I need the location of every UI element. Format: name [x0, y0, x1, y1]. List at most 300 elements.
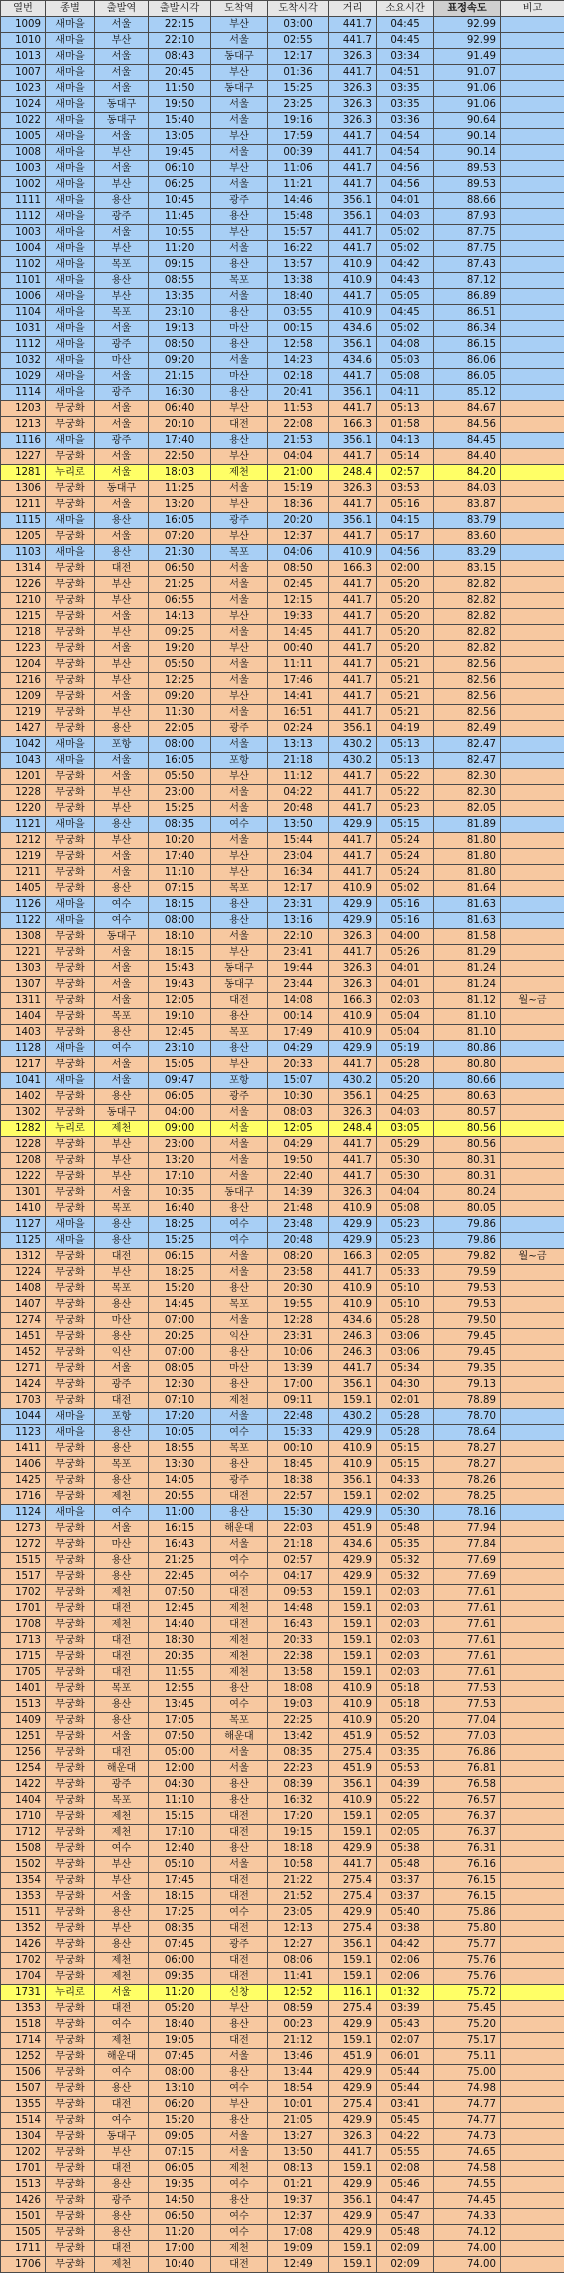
table-row[interactable] — [1, 1777, 564, 1793]
table-row[interactable] — [1, 513, 564, 529]
table-row[interactable] — [1, 1665, 564, 1681]
cell-departure-station: 서울 — [95, 161, 149, 177]
cell-duration: 05:21 — [377, 705, 434, 721]
table-row[interactable] — [1, 273, 564, 289]
table-row[interactable] — [1, 1873, 564, 1889]
table-row[interactable] — [1, 305, 564, 321]
table-row[interactable] — [1, 2145, 564, 2161]
cell-arrival-station: 서울 — [211, 593, 268, 609]
cell-departure-station: 서울 — [95, 81, 149, 97]
cell-departure-station: 서울 — [95, 849, 149, 865]
cell-remarks — [501, 2145, 564, 2161]
cell-distance: 441.7 — [329, 1137, 377, 1153]
cell-distance: 410.9 — [329, 1697, 377, 1713]
cell-arrival-station: 서울 — [211, 241, 268, 257]
table-row[interactable] — [1, 545, 564, 561]
cell-train-no: 1008 — [1, 145, 46, 161]
table-row[interactable] — [1, 81, 564, 97]
cell-departure-station: 대전 — [95, 561, 149, 577]
table-row[interactable] — [1, 1009, 564, 1025]
cell-departure-time: 12:40 — [149, 1841, 211, 1857]
cell-train-no: 1211 — [1, 865, 46, 881]
cell-average-speed: 85.12 — [434, 385, 501, 401]
table-row[interactable] — [1, 1217, 564, 1233]
cell-train-no: 1410 — [1, 1201, 46, 1217]
table-row[interactable] — [1, 993, 564, 1009]
cell-arrival-station: 서울 — [211, 1121, 268, 1137]
cell-departure-time: 11:20 — [149, 1985, 211, 2001]
cell-departure-time: 17:25 — [149, 1905, 211, 1921]
table-row[interactable] — [1, 577, 564, 593]
cell-average-speed: 84.45 — [434, 433, 501, 449]
table-row[interactable] — [1, 705, 564, 721]
cell-class: 새마을 — [46, 1073, 95, 1089]
table-row[interactable] — [1, 2033, 564, 2049]
cell-train-no: 1352 — [1, 1921, 46, 1937]
cell-remarks — [501, 321, 564, 337]
table-row[interactable] — [1, 1265, 564, 1281]
cell-average-speed: 74.77 — [434, 2113, 501, 2129]
cell-distance: 429.9 — [329, 2017, 377, 2033]
table-row[interactable] — [1, 1249, 564, 1265]
table-row[interactable] — [1, 2065, 564, 2081]
table-row[interactable] — [1, 2241, 564, 2257]
table-row[interactable] — [1, 977, 564, 993]
cell-arrival-time: 10:30 — [268, 1089, 329, 1105]
table-row[interactable] — [1, 337, 564, 353]
cell-distance: 441.7 — [329, 369, 377, 385]
cell-class: 무궁화 — [46, 1249, 95, 1265]
cell-arrival-station: 대전 — [211, 1921, 268, 1937]
table-row[interactable] — [1, 2209, 564, 2225]
table-row[interactable] — [1, 1921, 564, 1937]
table-row[interactable] — [1, 2257, 564, 2273]
col-header-distance[interactable]: 거리 — [329, 1, 377, 17]
cell-departure-station: 용산 — [95, 2225, 149, 2241]
cell-departure-time: 09:05 — [149, 2129, 211, 2145]
cell-distance: 159.1 — [329, 1489, 377, 1505]
table-row[interactable] — [1, 1457, 564, 1473]
cell-train-no: 1003 — [1, 161, 46, 177]
table-row[interactable] — [1, 1841, 564, 1857]
table-row[interactable] — [1, 17, 564, 33]
cell-class: 무궁화 — [46, 865, 95, 881]
table-row[interactable] — [1, 241, 564, 257]
table-row[interactable] — [1, 1185, 564, 1201]
col-header-arrival-station[interactable]: 도착역 — [211, 1, 268, 17]
table-row[interactable] — [1, 929, 564, 945]
cell-class: 무궁화 — [46, 2017, 95, 2033]
cell-average-speed: 83.15 — [434, 561, 501, 577]
table-row[interactable] — [1, 1761, 564, 1777]
cell-distance: 159.1 — [329, 1969, 377, 1985]
cell-arrival-time: 20:30 — [268, 1281, 329, 1297]
table-row[interactable] — [1, 193, 564, 209]
table-row[interactable] — [1, 865, 564, 881]
cell-train-no: 1505 — [1, 2225, 46, 2241]
table-row[interactable] — [1, 1393, 564, 1409]
cell-departure-station: 여수 — [95, 2113, 149, 2129]
table-row[interactable] — [1, 849, 564, 865]
cell-departure-station: 서울 — [95, 17, 149, 33]
cell-duration: 04:42 — [377, 1937, 434, 1953]
table-row[interactable] — [1, 641, 564, 657]
cell-departure-time: 13:05 — [149, 129, 211, 145]
cell-arrival-station: 광주 — [211, 193, 268, 209]
cell-duration: 04:04 — [377, 1185, 434, 1201]
table-row[interactable] — [1, 209, 564, 225]
cell-distance: 356.1 — [329, 433, 377, 449]
table-row[interactable] — [1, 1825, 564, 1841]
table-row[interactable] — [1, 1233, 564, 1249]
table-row[interactable] — [1, 321, 564, 337]
col-header-departure-time[interactable]: 출발시각 — [149, 1, 211, 17]
cell-departure-time: 21:25 — [149, 577, 211, 593]
table-row[interactable] — [1, 129, 564, 145]
cell-train-no: 1007 — [1, 65, 46, 81]
cell-departure-station: 부산 — [95, 1921, 149, 1937]
cell-duration: 04:45 — [377, 305, 434, 321]
cell-duration: 03:35 — [377, 81, 434, 97]
table-row[interactable] — [1, 1793, 564, 1809]
cell-train-no: 1702 — [1, 1953, 46, 1969]
table-row[interactable] — [1, 2113, 564, 2129]
cell-duration: 05:28 — [377, 1313, 434, 1329]
table-row[interactable] — [1, 2129, 564, 2145]
cell-departure-time: 15:15 — [149, 1809, 211, 1825]
cell-departure-station: 용산 — [95, 881, 149, 897]
table-row[interactable] — [1, 97, 564, 113]
cell-class: 무궁화 — [46, 673, 95, 689]
cell-remarks — [501, 1729, 564, 1745]
cell-arrival-station: 대전 — [211, 2257, 268, 2273]
col-header-remarks[interactable]: 비고 — [501, 1, 564, 17]
cell-class: 무궁화 — [46, 2049, 95, 2065]
table-row[interactable] — [1, 417, 564, 433]
cell-departure-station: 제천 — [95, 1953, 149, 1969]
cell-departure-station: 서울 — [95, 401, 149, 417]
table-row[interactable] — [1, 737, 564, 753]
cell-distance: 430.2 — [329, 753, 377, 769]
cell-class: 무궁화 — [46, 1633, 95, 1649]
cell-departure-station: 광주 — [95, 337, 149, 353]
col-header-train-no[interactable]: 열번 — [1, 1, 46, 17]
table-row[interactable] — [1, 1361, 564, 1377]
table-row[interactable] — [1, 913, 564, 929]
table-row[interactable] — [1, 2001, 564, 2017]
table-row[interactable] — [1, 257, 564, 273]
cell-arrival-time: 13:57 — [268, 257, 329, 273]
cell-arrival-time: 14:45 — [268, 625, 329, 641]
cell-distance: 429.9 — [329, 1553, 377, 1569]
table-row[interactable] — [1, 1633, 564, 1649]
cell-departure-station: 서울 — [95, 49, 149, 65]
table-row[interactable] — [1, 433, 564, 449]
cell-distance: 275.4 — [329, 2097, 377, 2113]
table-row[interactable] — [1, 2177, 564, 2193]
table-row[interactable] — [1, 1057, 564, 1073]
cell-distance: 326.3 — [329, 113, 377, 129]
table-row[interactable] — [1, 945, 564, 961]
table-row[interactable] — [1, 1281, 564, 1297]
col-header-average-speed[interactable]: 표정속도 — [434, 1, 501, 17]
cell-distance: 356.1 — [329, 385, 377, 401]
cell-arrival-station: 서울 — [211, 2049, 268, 2065]
col-header-duration[interactable]: 소요시간 — [377, 1, 434, 17]
table-row[interactable] — [1, 497, 564, 513]
table-row[interactable] — [1, 657, 564, 673]
table-row[interactable] — [1, 1137, 564, 1153]
table-row[interactable] — [1, 1553, 564, 1569]
table-row[interactable] — [1, 2017, 564, 2033]
table-row[interactable] — [1, 1857, 564, 1873]
table-row[interactable] — [1, 1201, 564, 1217]
table-row[interactable] — [1, 2097, 564, 2113]
table-row[interactable] — [1, 961, 564, 977]
cell-arrival-station: 서울 — [211, 625, 268, 641]
cell-departure-time: 05:00 — [149, 1745, 211, 1761]
cell-average-speed: 75.45 — [434, 2001, 501, 2017]
table-row[interactable] — [1, 2049, 564, 2065]
cell-departure-time: 09:20 — [149, 353, 211, 369]
col-header-departure-station[interactable]: 출발역 — [95, 1, 149, 17]
cell-departure-time: 04:00 — [149, 1105, 211, 1121]
table-row[interactable] — [1, 801, 564, 817]
table-row[interactable] — [1, 1505, 564, 1521]
cell-remarks — [501, 1777, 564, 1793]
cell-departure-station: 광주 — [95, 385, 149, 401]
cell-distance: 441.7 — [329, 833, 377, 849]
cell-duration: 03:39 — [377, 2001, 434, 2017]
table-row[interactable] — [1, 1745, 564, 1761]
table-row[interactable] — [1, 625, 564, 641]
cell-arrival-time: 04:22 — [268, 785, 329, 801]
cell-class: 무궁화 — [46, 1585, 95, 1601]
table-row[interactable] — [1, 1697, 564, 1713]
cell-class: 무궁화 — [46, 1361, 95, 1377]
table-row[interactable] — [1, 49, 564, 65]
table-row[interactable] — [1, 1905, 564, 1921]
table-row[interactable] — [1, 449, 564, 465]
table-row[interactable] — [1, 1425, 564, 1441]
cell-duration: 04:54 — [377, 145, 434, 161]
table-row[interactable] — [1, 561, 564, 577]
cell-remarks — [501, 161, 564, 177]
table-row[interactable] — [1, 1441, 564, 1457]
cell-departure-station: 서울 — [95, 1073, 149, 1089]
table-row[interactable] — [1, 721, 564, 737]
cell-remarks — [501, 481, 564, 497]
table-row[interactable] — [1, 1953, 564, 1969]
table-row[interactable] — [1, 465, 564, 481]
col-header-class[interactable]: 종별 — [46, 1, 95, 17]
table-row[interactable] — [1, 2161, 564, 2177]
table-row[interactable] — [1, 673, 564, 689]
table-row[interactable] — [1, 1025, 564, 1041]
table-row[interactable] — [1, 833, 564, 849]
table-row[interactable] — [1, 1601, 564, 1617]
table-row[interactable] — [1, 2081, 564, 2097]
cell-remarks — [501, 1425, 564, 1441]
cell-arrival-time: 01:36 — [268, 65, 329, 81]
table-row[interactable] — [1, 689, 564, 705]
cell-arrival-station: 용산 — [211, 1777, 268, 1793]
cell-remarks — [501, 641, 564, 657]
cell-average-speed: 75.80 — [434, 1921, 501, 1937]
cell-train-no: 1023 — [1, 81, 46, 97]
table-row[interactable] — [1, 1073, 564, 1089]
table-row[interactable] — [1, 33, 564, 49]
table-row[interactable] — [1, 161, 564, 177]
table-row[interactable] — [1, 1713, 564, 1729]
cell-duration: 03:36 — [377, 113, 434, 129]
cell-average-speed: 75.76 — [434, 1969, 501, 1985]
table-row[interactable] — [1, 785, 564, 801]
cell-arrival-time: 23:25 — [268, 97, 329, 113]
cell-class: 새마을 — [46, 321, 95, 337]
table-row[interactable] — [1, 817, 564, 833]
table-row[interactable] — [1, 1569, 564, 1585]
cell-remarks — [501, 273, 564, 289]
table-row[interactable] — [1, 1585, 564, 1601]
table-row[interactable] — [1, 1809, 564, 1825]
table-row[interactable] — [1, 1649, 564, 1665]
cell-remarks — [501, 593, 564, 609]
cell-class: 무궁화 — [46, 1473, 95, 1489]
table-row[interactable] — [1, 1681, 564, 1697]
cell-train-no: 1426 — [1, 2193, 46, 2209]
cell-remarks — [501, 1633, 564, 1649]
cell-distance: 429.9 — [329, 2065, 377, 2081]
table-row[interactable] — [1, 609, 564, 625]
cell-remarks — [501, 609, 564, 625]
cell-remarks — [501, 113, 564, 129]
cell-average-speed: 78.27 — [434, 1441, 501, 1457]
table-row[interactable] — [1, 1409, 564, 1425]
table-row[interactable] — [1, 529, 564, 545]
cell-duration: 02:03 — [377, 1617, 434, 1633]
cell-arrival-station: 용산 — [211, 2065, 268, 2081]
table-row[interactable] — [1, 1473, 564, 1489]
cell-class: 새마을 — [46, 897, 95, 913]
cell-class: 무궁화 — [46, 1457, 95, 1473]
table-row[interactable] — [1, 1937, 564, 1953]
table-row[interactable] — [1, 385, 564, 401]
cell-arrival-station: 부산 — [211, 2097, 268, 2113]
table-row[interactable] — [1, 481, 564, 497]
table-row[interactable] — [1, 1345, 564, 1361]
cell-class: 새마을 — [46, 1041, 95, 1057]
cell-distance: 166.3 — [329, 561, 377, 577]
cell-train-no: 1314 — [1, 561, 46, 577]
cell-arrival-station: 서울 — [211, 33, 268, 49]
cell-average-speed: 83.87 — [434, 497, 501, 513]
cell-distance: 356.1 — [329, 337, 377, 353]
table-row[interactable] — [1, 881, 564, 897]
cell-train-no: 1407 — [1, 1297, 46, 1313]
table-row[interactable] — [1, 177, 564, 193]
cell-duration: 05:48 — [377, 2225, 434, 2241]
cell-average-speed: 74.73 — [434, 2129, 501, 2145]
col-header-arrival-time[interactable]: 도착시각 — [268, 1, 329, 17]
table-row[interactable] — [1, 401, 564, 417]
cell-average-speed: 82.82 — [434, 593, 501, 609]
cell-train-no: 1043 — [1, 753, 46, 769]
cell-arrival-time: 11:06 — [268, 161, 329, 177]
table-row[interactable] — [1, 1169, 564, 1185]
table-row[interactable] — [1, 1313, 564, 1329]
cell-duration: 05:14 — [377, 449, 434, 465]
table-row[interactable] — [1, 1969, 564, 1985]
table-row[interactable] — [1, 897, 564, 913]
table-row[interactable] — [1, 289, 564, 305]
cell-train-no: 1272 — [1, 1537, 46, 1553]
table-row[interactable] — [1, 1521, 564, 1537]
cell-arrival-station: 해운대 — [211, 1729, 268, 1745]
table-row[interactable] — [1, 145, 564, 161]
cell-arrival-station: 서울 — [211, 673, 268, 689]
table-row[interactable] — [1, 1617, 564, 1633]
table-row[interactable] — [1, 2193, 564, 2209]
table-row[interactable] — [1, 593, 564, 609]
table-row[interactable] — [1, 1985, 564, 2001]
cell-arrival-time: 13:39 — [268, 1361, 329, 1377]
table-row[interactable] — [1, 1153, 564, 1169]
table-row[interactable] — [1, 225, 564, 241]
cell-distance: 451.9 — [329, 1729, 377, 1745]
table-row[interactable] — [1, 1729, 564, 1745]
cell-train-no: 1271 — [1, 1361, 46, 1377]
cell-average-speed: 79.53 — [434, 1297, 501, 1313]
table-row[interactable] — [1, 1489, 564, 1505]
table-row[interactable] — [1, 1041, 564, 1057]
table-row[interactable] — [1, 1537, 564, 1553]
table-row[interactable] — [1, 769, 564, 785]
cell-train-no: 1042 — [1, 737, 46, 753]
table-row[interactable] — [1, 113, 564, 129]
cell-distance: 159.1 — [329, 1601, 377, 1617]
table-row[interactable] — [1, 65, 564, 81]
table-row[interactable] — [1, 1121, 564, 1137]
cell-departure-station: 용산 — [95, 1697, 149, 1713]
table-row[interactable] — [1, 1105, 564, 1121]
cell-departure-time: 08:35 — [149, 817, 211, 833]
cell-departure-station: 서울 — [95, 753, 149, 769]
cell-duration: 05:23 — [377, 801, 434, 817]
cell-arrival-time: 11:21 — [268, 177, 329, 193]
cell-class: 무궁화 — [46, 1857, 95, 1873]
table-row[interactable] — [1, 1329, 564, 1345]
cell-arrival-time: 21:48 — [268, 1201, 329, 1217]
cell-distance: 441.7 — [329, 673, 377, 689]
table-row[interactable] — [1, 1297, 564, 1313]
cell-departure-time: 18:15 — [149, 897, 211, 913]
cell-distance: 441.7 — [329, 449, 377, 465]
table-body — [1, 17, 564, 2273]
cell-departure-station: 부산 — [95, 1265, 149, 1281]
table-row[interactable] — [1, 2225, 564, 2241]
cell-class: 무궁화 — [46, 1937, 95, 1953]
table-row[interactable] — [1, 1377, 564, 1393]
table-row[interactable] — [1, 1089, 564, 1105]
cell-remarks — [501, 577, 564, 593]
table-row[interactable] — [1, 353, 564, 369]
cell-distance: 356.1 — [329, 2193, 377, 2209]
table-row[interactable] — [1, 1889, 564, 1905]
cell-departure-station: 부산 — [95, 2145, 149, 2161]
table-row[interactable] — [1, 753, 564, 769]
table-row[interactable] — [1, 369, 564, 385]
